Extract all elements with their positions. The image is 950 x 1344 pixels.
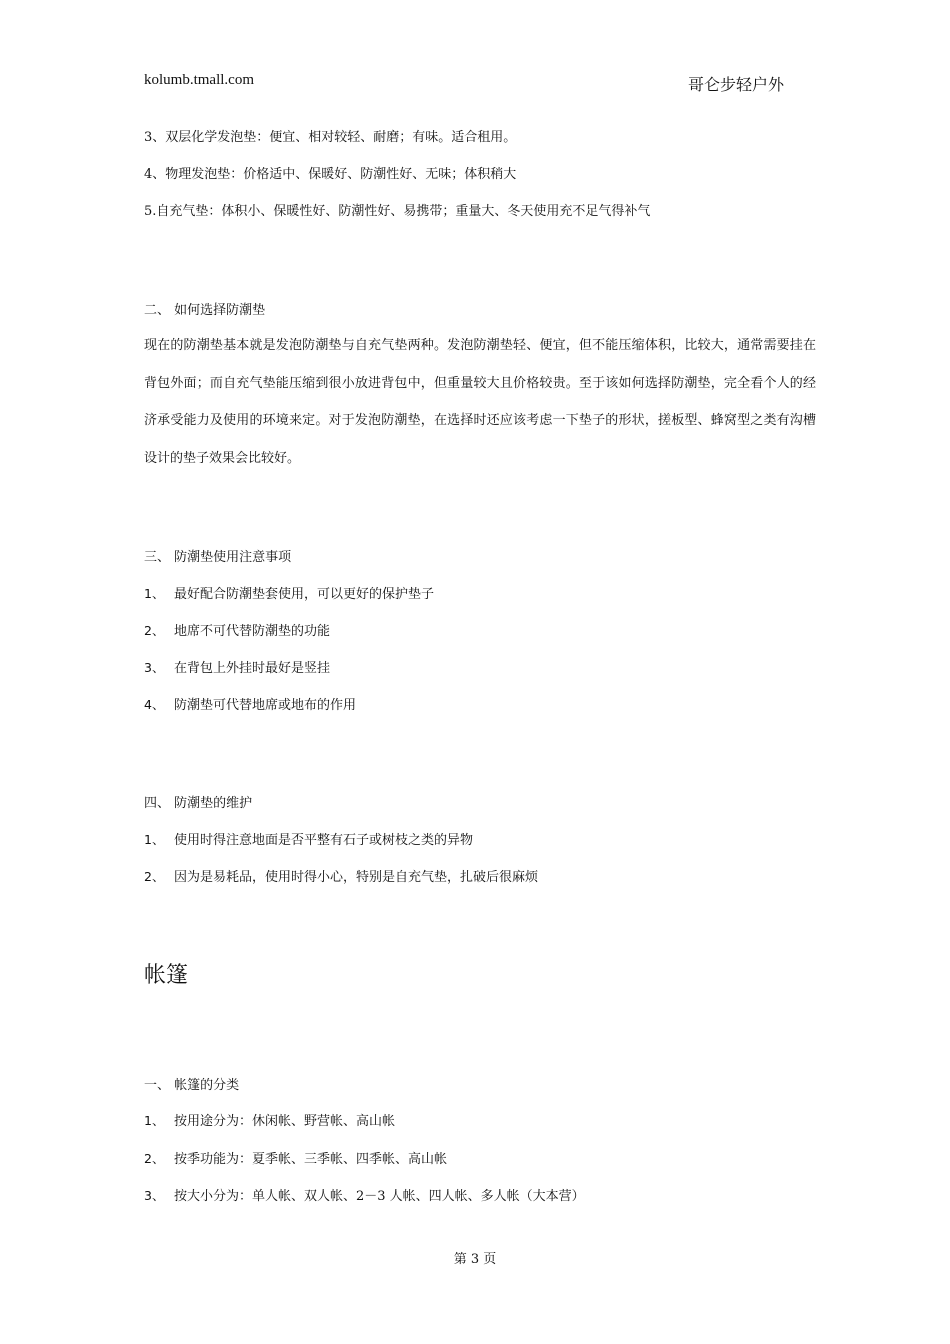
item-text: 在背包上外挂时最好是竖挂 [174, 661, 331, 676]
item-text: 地席不可代替防潮垫的功能 [174, 624, 331, 639]
list-item [144, 694, 356, 713]
list-item [144, 1185, 585, 1204]
list-item [144, 1110, 395, 1129]
page-number: 第 3 页 [453, 1252, 497, 1267]
item-number: 3、 [144, 660, 165, 675]
item-number: 4、 [144, 697, 165, 712]
item-text: 防潮垫可代替地席或地布的作用 [174, 698, 357, 713]
section-heading: 三、 防潮垫使用注意事项 [144, 550, 292, 565]
list-item [144, 829, 473, 848]
item-text: 自充气垫：体积小、保暖性好、防潮性好、易携带；重量大、冬天使用充不足气得补气 [156, 204, 651, 219]
list-item [144, 583, 434, 602]
page-title: 帐篷 [144, 963, 189, 988]
item-number: 1、 [144, 586, 165, 601]
item-number: 2、 [144, 869, 165, 884]
item-text: 物理发泡垫：价格适中、保暖好、防潮性好、无味；体积稍大 [165, 167, 517, 182]
list-item [144, 163, 516, 182]
item-text: 最好配合防潮垫套使用，可以更好的保护垫子 [174, 587, 435, 602]
item-text: 使用时得注意地面是否平整有石子或树枝之类的异物 [174, 833, 474, 848]
list-item [144, 126, 516, 145]
list-item [144, 1148, 447, 1167]
item-number: 2、 [144, 1151, 165, 1166]
header-site: kolumb.tmall.com [144, 72, 254, 88]
section-heading: 一、 帐篷的分类 [144, 1078, 240, 1093]
item-number: 2、 [144, 623, 165, 638]
item-text: 按季功能为：夏季帐、三季帐、四季帐、高山帐 [174, 1152, 448, 1167]
item-text: 按大小分为：单人帐、双人帐、2－3 人帐、四人帐、多人帐（大本营） [174, 1189, 585, 1204]
item-text: 按用途分为：休闲帐、野营帐、高山帐 [174, 1114, 396, 1129]
item-number: 3、 [144, 1188, 165, 1203]
item-text: 双层化学发泡垫：便宜、相对较轻、耐磨；有味。适合租用。 [165, 130, 517, 145]
item-number: 3、 [144, 130, 166, 145]
list-item [144, 866, 538, 885]
item-number: 5. [144, 204, 157, 219]
list-item [144, 657, 330, 676]
header-brand: 哥仑步轻户外 [688, 77, 785, 94]
section-paragraph: 现在的防潮垫基本就是发泡防潮垫与自充气垫两种。发泡防潮垫轻、便宜，但不能压缩体积，比较大，通常需要挂在背包外面；而自充气垫能压缩到很小放进背包中，但重量较大且价格较贵。至于该如何选择防潮垫，完全看个人的经济承受能力及使用的环境来定。对于发泡防潮垫，在选择时还应该考虑一下垫子的形状，搓板型、蜂窝型之类有沟槽设计的垫子效果会比较好。 [144, 338, 816, 466]
item-number: 1、 [144, 832, 165, 847]
section-heading: 二、 如何选择防潮垫 [144, 303, 266, 318]
list-item [144, 620, 330, 639]
section-heading: 四、 防潮垫的维护 [144, 796, 253, 811]
item-text: 因为是易耗品，使用时得小心，特别是自充气垫，扎破后很麻烦 [174, 870, 539, 885]
item-number: 1、 [144, 1113, 165, 1128]
item-number: 4、 [144, 167, 166, 182]
list-item [144, 200, 650, 219]
